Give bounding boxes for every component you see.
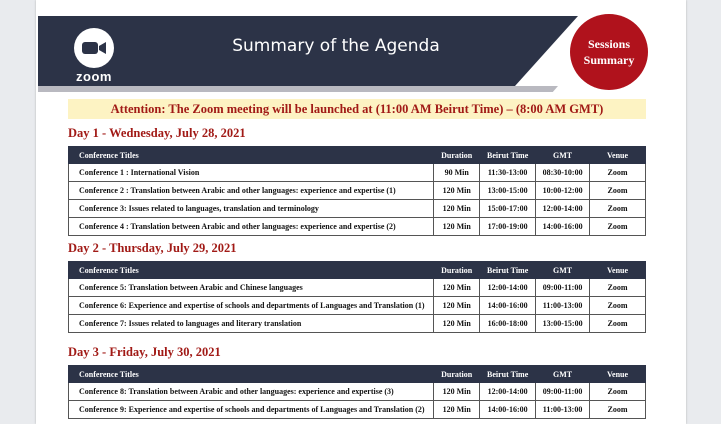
venue-cell: Zoom (590, 401, 646, 419)
venue-cell: Zoom (590, 297, 646, 315)
table-row (69, 164, 646, 182)
col-header-venue: Venue (590, 262, 646, 279)
venue-cell: Zoom (590, 200, 646, 218)
table-header-row (69, 262, 646, 279)
day-3-heading: Day 3 - Friday, July 30, 2021 (68, 345, 221, 359)
gmt-cell: 13:00-15:00 (536, 315, 590, 333)
table-row (69, 383, 646, 401)
zoom-logo (66, 28, 122, 82)
zoom-logo-text: zoom (76, 69, 112, 84)
day-1-heading: Day 1 - Wednesday, July 28, 2021 (68, 126, 246, 140)
conference-title: Conference 8: Translation between Arabic and other languages: experience and expertise (3) (69, 383, 434, 401)
gmt-cell: 12:00-14:00 (536, 200, 590, 218)
table-row (69, 401, 646, 419)
col-header-gmt: GMT (536, 147, 590, 164)
beirut-time-cell: 13:00-15:00 (480, 182, 536, 200)
col-header-beirut-time: Beirut Time (480, 262, 536, 279)
conference-title: Conference 2 : Translation between Arabic and other languages: experience and expertise (1) (69, 182, 434, 200)
duration-cell: 120 Min (434, 200, 480, 218)
banner-stripe (38, 86, 558, 92)
duration-cell: 120 Min (434, 297, 480, 315)
col-header-titles: Conference Titles (69, 366, 434, 383)
gmt-cell: 14:00-16:00 (536, 218, 590, 236)
day-2-table (68, 261, 646, 333)
beirut-time-cell: 14:00-16:00 (480, 297, 536, 315)
page-title: Summary of the Agenda (232, 36, 440, 56)
duration-cell: 120 Min (434, 182, 480, 200)
conference-title: Conference 5: Translation between Arabic and Chinese languages (69, 279, 434, 297)
col-header-titles: Conference Titles (69, 262, 434, 279)
gmt-cell: 09:00-11:00 (536, 383, 590, 401)
gmt-cell: 11:00-13:00 (536, 401, 590, 419)
beirut-time-cell: 14:00-16:00 (480, 401, 536, 419)
day-1-table (68, 146, 646, 236)
agenda-page (36, 0, 686, 424)
duration-cell: 120 Min (434, 218, 480, 236)
table-header-row (69, 366, 646, 383)
beirut-time-cell: 12:00-14:00 (480, 383, 536, 401)
duration-cell: 90 Min (434, 164, 480, 182)
col-header-venue: Venue (590, 147, 646, 164)
col-header-beirut-time: Beirut Time (480, 147, 536, 164)
conference-title: Conference 9: Experience and expertise of schools and departments of Languages and Translation (2) (69, 401, 434, 419)
video-camera-icon (74, 28, 114, 68)
beirut-time-cell: 12:00-14:00 (480, 279, 536, 297)
sessions-summary-badge (570, 14, 648, 90)
table-header-row (69, 147, 646, 164)
duration-cell: 120 Min (434, 315, 480, 333)
day-2-heading: Day 2 - Thursday, July 29, 2021 (68, 241, 237, 255)
col-header-duration: Duration (434, 262, 480, 279)
table-row (69, 200, 646, 218)
beirut-time-cell: 17:00-19:00 (480, 218, 536, 236)
col-header-titles: Conference Titles (69, 147, 434, 164)
venue-cell: Zoom (590, 182, 646, 200)
venue-cell: Zoom (590, 383, 646, 401)
conference-title: Conference 1 : International Vision (69, 164, 434, 182)
col-header-duration: Duration (434, 147, 480, 164)
col-header-duration: Duration (434, 366, 480, 383)
attention-notice: Attention: The Zoom meeting will be launched at (11:00 AM Beirut Time) – (8:00 AM GMT) (68, 99, 646, 119)
table-row (69, 182, 646, 200)
conference-title: Conference 4 : Translation between Arabic and other languages: experience and expertise (2) (69, 218, 434, 236)
duration-cell: 120 Min (434, 383, 480, 401)
decorative-arcs (296, 0, 536, 6)
venue-cell: Zoom (590, 279, 646, 297)
gmt-cell: 11:00-13:00 (536, 297, 590, 315)
col-header-beirut-time: Beirut Time (480, 366, 536, 383)
gmt-cell: 09:00-11:00 (536, 279, 590, 297)
table-row (69, 218, 646, 236)
col-header-gmt: GMT (536, 262, 590, 279)
col-header-venue: Venue (590, 366, 646, 383)
duration-cell: 120 Min (434, 401, 480, 419)
beirut-time-cell: 16:00-18:00 (480, 315, 536, 333)
conference-title: Conference 3: Issues related to languages, translation and terminology (69, 200, 434, 218)
conference-title: Conference 7: Issues related to languages and literary translation (69, 315, 434, 333)
badge-line-1: Sessions (587, 36, 631, 51)
table-row (69, 297, 646, 315)
venue-cell: Zoom (590, 315, 646, 333)
duration-cell: 120 Min (434, 279, 480, 297)
table-row (69, 279, 646, 297)
table-row (69, 315, 646, 333)
beirut-time-cell: 11:30-13:00 (480, 164, 536, 182)
gmt-cell: 10:00-12:00 (536, 182, 590, 200)
conference-title: Conference 6: Experience and expertise of schools and departments of Languages and Translation (1) (69, 297, 434, 315)
venue-cell: Zoom (590, 218, 646, 236)
badge-line-2: Summary (583, 53, 635, 67)
col-header-gmt: GMT (536, 366, 590, 383)
day-3-table (68, 365, 646, 419)
gmt-cell: 08:30-10:00 (536, 164, 590, 182)
beirut-time-cell: 15:00-17:00 (480, 200, 536, 218)
venue-cell: Zoom (590, 164, 646, 182)
